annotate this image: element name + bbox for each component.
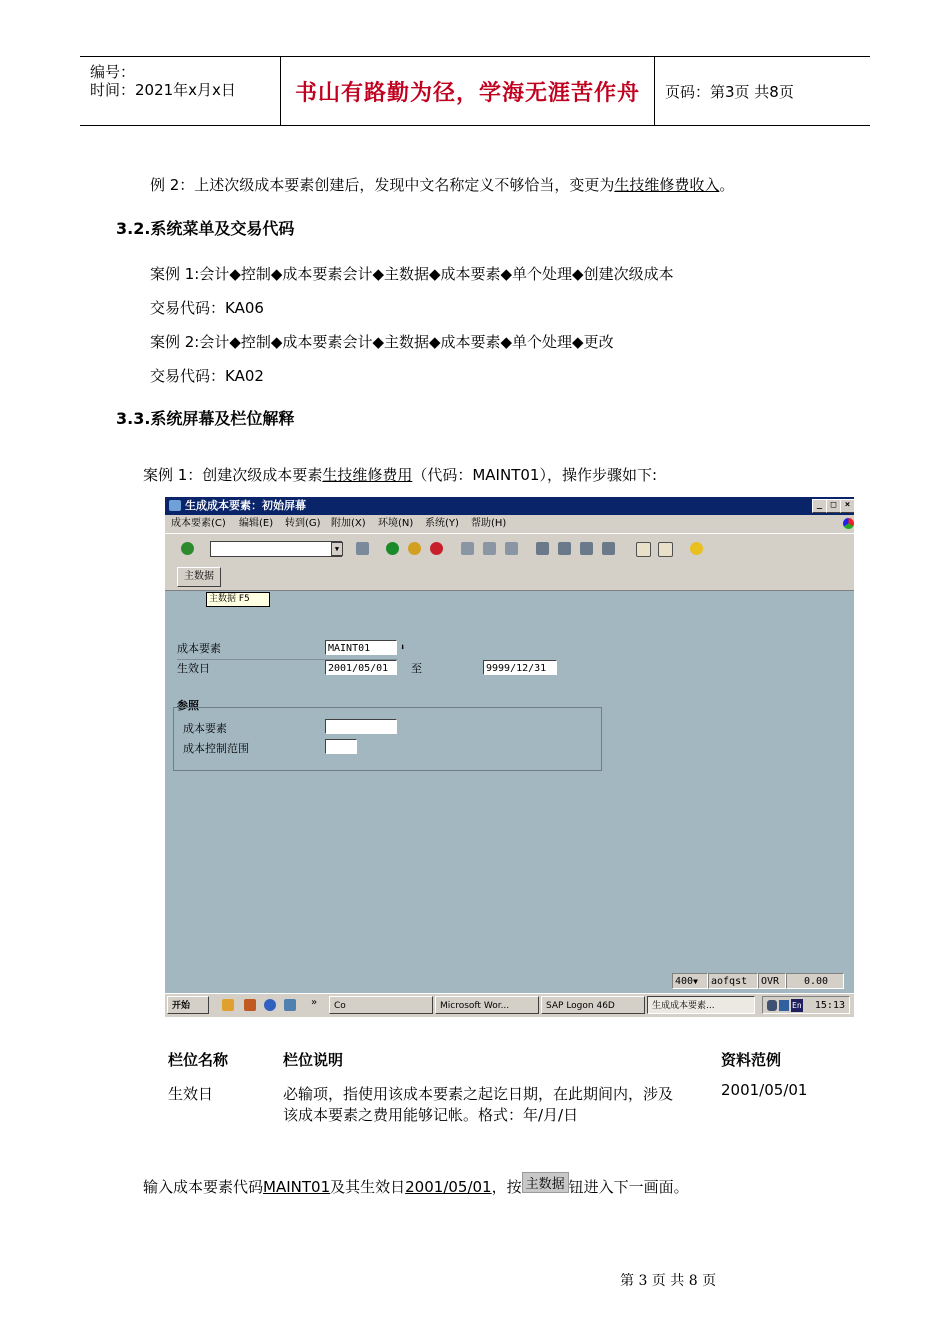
tray-shield-icon[interactable]: [767, 1000, 777, 1011]
back-icon[interactable]: [386, 542, 399, 555]
cost-element-input[interactable]: MAINT01: [325, 640, 397, 655]
header-right-cell: [655, 57, 870, 125]
table-header-field-desc: 栏位说明: [283, 1051, 344, 1069]
minimize-icon[interactable]: _: [812, 499, 827, 513]
ie-icon[interactable]: [264, 999, 276, 1011]
number-label: 编号：: [90, 63, 136, 81]
example2-suffix: 。: [719, 176, 735, 194]
print-icon[interactable]: [461, 542, 474, 555]
case2-menu-path: 案例 2:会计◆控制◆成本要素会计◆主数据◆成本要素◆单个处理◆更改: [150, 333, 614, 351]
first-page-icon[interactable]: [536, 542, 549, 555]
taskbar-item-sap-window[interactable]: 生成成本要素...: [647, 996, 755, 1014]
cancel-icon[interactable]: [430, 542, 443, 555]
taskbar-item-sap-logon[interactable]: SAP Logon 46D: [541, 996, 645, 1014]
cost-element-label: 成本要素: [177, 642, 221, 655]
example2-link-text: 生技维修费收入: [614, 176, 720, 194]
ref-controlling-area-label: 成本控制范围: [183, 742, 249, 755]
instruction-prefix: 输入成本要素代码: [143, 1178, 264, 1196]
sap-status-light-icon: [843, 518, 854, 529]
find-next-icon[interactable]: [505, 542, 518, 555]
page-footer: 第 3 页 共 8 页: [620, 1273, 717, 1289]
table-cell-desc-line1: 必输项，指使用该成本要素之起讫日期，在此期间内，涉及: [283, 1085, 674, 1103]
system-tray: [762, 996, 850, 1014]
case-intro-suffix: （代码：MAINT01），操作步骤如下:: [412, 466, 657, 484]
case-intro-link-text: 生技维修费用: [322, 466, 413, 484]
case1-menu-path: 案例 1:会计◆控制◆成本要素会计◆主数据◆成本要素◆单个处理◆创建次级成本: [150, 265, 674, 283]
status-mode: OVR: [758, 973, 786, 989]
date-line: 时间：2021年x月x日: [90, 81, 236, 99]
save-icon[interactable]: [356, 542, 369, 555]
ref-controlling-area-input[interactable]: [325, 739, 357, 754]
tray-language-indicator[interactable]: En: [792, 1001, 802, 1010]
table-cell-desc-line2: 该成本要素之费用能够记帐。格式：年/月/日: [283, 1106, 579, 1124]
quicklaunch-icon-2[interactable]: [244, 999, 256, 1011]
page-info: 页码：第3页 共8页: [665, 82, 794, 101]
menu-item-edit[interactable]: 编辑(E): [239, 518, 274, 529]
last-page-icon[interactable]: [602, 542, 615, 555]
status-server: aofqst: [708, 973, 758, 989]
header-center-cell: [281, 57, 655, 125]
menu-item-system[interactable]: 系统(Y): [425, 518, 459, 529]
master-data-button[interactable]: 主数据: [177, 567, 221, 587]
sap-status-bar: [165, 971, 854, 991]
example2-paragraph: [150, 174, 734, 195]
create-session-icon[interactable]: [636, 542, 651, 557]
maximize-icon[interactable]: □: [826, 499, 841, 513]
table-header-example: 资料范例: [721, 1051, 782, 1069]
instruction-suffix: 钮进入下一画面。: [568, 1178, 689, 1196]
taskbar-item-folder[interactable]: Co: [329, 996, 433, 1014]
status-response-time: 0.00: [786, 973, 844, 989]
possible-entries-icon[interactable]: ⬇: [400, 643, 406, 653]
valid-to-input[interactable]: 9999/12/31: [483, 660, 557, 675]
sap-menu-bar: [165, 515, 854, 533]
shortcut-icon[interactable]: [658, 542, 673, 557]
help-icon[interactable]: [690, 542, 703, 555]
valid-from-input[interactable]: 2001/05/01: [325, 660, 397, 675]
instruction-mid: 及其生效日: [330, 1178, 406, 1196]
ref-cost-element-input[interactable]: [325, 719, 397, 734]
sap-window-title: 生成成本要素：初始屏幕: [185, 499, 306, 512]
enter-check-icon[interactable]: [181, 542, 194, 555]
tray-clock: 15:13: [814, 1000, 845, 1011]
menu-item-help[interactable]: 帮助(H): [471, 518, 507, 529]
case-intro: [143, 464, 657, 485]
ref-cost-element-label: 成本要素: [183, 722, 227, 735]
inline-master-data-button: 主数据: [522, 1172, 569, 1193]
section-heading-3-3: 3.3.系统屏幕及栏位解释: [116, 409, 295, 428]
case2-transaction-code: 交易代码：KA02: [150, 367, 264, 385]
status-client-dropdown-icon[interactable]: ▼: [693, 977, 698, 986]
next-page-icon[interactable]: [580, 542, 593, 555]
taskbar-item-word[interactable]: Microsoft Wor...: [435, 996, 539, 1014]
motto: 书山有路勤为径，学海无涯苦作舟: [294, 79, 640, 106]
tray-app-icon[interactable]: [779, 1000, 789, 1011]
exit-icon[interactable]: [408, 542, 421, 555]
sap-application-toolbar: [165, 564, 854, 591]
section-heading-3-2: 3.2.系统菜单及交易代码: [116, 219, 295, 238]
status-client: [672, 973, 708, 989]
command-field[interactable]: [210, 541, 342, 557]
table-cell-field-name: 生效日: [168, 1085, 214, 1103]
valid-from-label: 生效日: [177, 662, 210, 675]
menu-item-cost-element[interactable]: 成本要素(C): [171, 518, 226, 529]
reference-group-title: 参照: [177, 699, 199, 712]
windows-taskbar: [165, 993, 854, 1017]
sap-app-icon: [169, 500, 181, 511]
case-intro-text: 案例 1：创建次级成本要素: [143, 466, 323, 484]
case1-transaction-code: 交易代码：KA06: [150, 299, 264, 317]
more-icon[interactable]: »: [311, 997, 318, 1008]
show-desktop-icon[interactable]: [284, 999, 296, 1011]
instruction-before-button: ，按: [491, 1178, 522, 1196]
menu-item-extras[interactable]: 附加(X): [331, 518, 366, 529]
valid-to-label: 至: [411, 662, 422, 675]
page-header: [80, 56, 870, 126]
quicklaunch-icon-1[interactable]: [222, 999, 234, 1011]
menu-item-environment[interactable]: 环境(N): [378, 518, 414, 529]
master-data-tooltip: 主数据 F5: [206, 592, 270, 607]
status-client-text: 400: [675, 976, 694, 987]
reference-group-box: [173, 707, 602, 771]
instruction-code: MAINT01: [263, 1178, 331, 1196]
close-icon[interactable]: ×: [840, 499, 854, 513]
header-left-cell: [80, 57, 281, 125]
start-button[interactable]: 开始: [167, 996, 209, 1014]
sap-standard-toolbar: [165, 533, 854, 565]
command-dropdown-icon[interactable]: ▼: [331, 542, 343, 556]
table-cell-example: 2001/05/01: [721, 1081, 808, 1099]
table-header-field-name: 栏位名称: [168, 1051, 229, 1069]
example2-text: 例 2：上述次级成本要素创建后，发现中文名称定义不够恰当，变更为: [150, 176, 615, 194]
find-icon[interactable]: [483, 542, 496, 555]
instruction-paragraph: [143, 1176, 689, 1197]
sap-window-screenshot: [165, 497, 854, 1017]
menu-item-goto[interactable]: 转到(G): [285, 518, 321, 529]
instruction-date: 2001/05/01: [405, 1178, 492, 1196]
previous-page-icon[interactable]: [558, 542, 571, 555]
sap-title-bar: [165, 497, 854, 515]
